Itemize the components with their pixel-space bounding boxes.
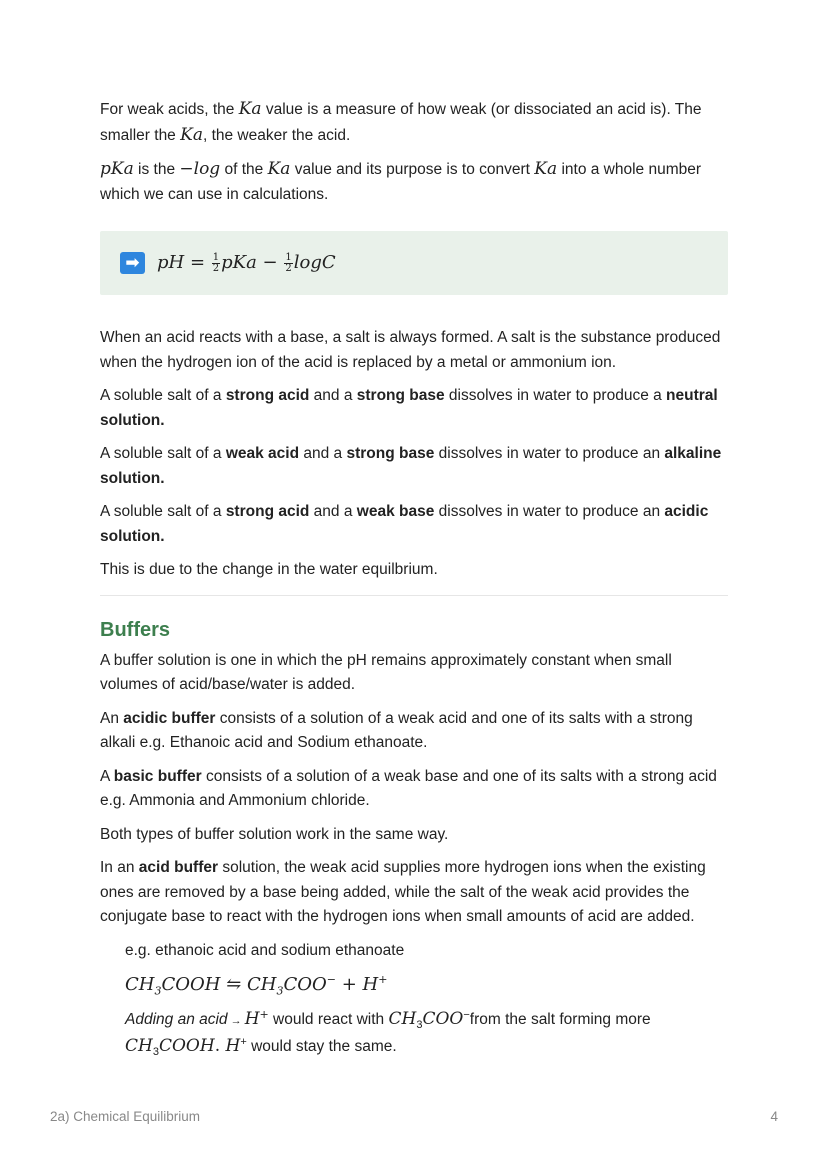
basic-buffer-paragraph: A basic buffer consists of a solution of a weak base and one of its salts with a strong acid e.g. Ammonia and Ammonium chloride.	[100, 767, 717, 809]
same-way-paragraph: Both types of buffer solution work in the same way.	[100, 825, 449, 843]
section-divider	[100, 595, 728, 596]
example-text: e.g. ethanoic acid and sodium ethanoate	[125, 941, 405, 959]
pka-paragraph: pKa is the −log of the Ka value and its purpose is to convert Ka into a whole number which we can use in calculations.	[100, 159, 702, 203]
alkaline-salt-paragraph: A soluble salt of a weak acid and a strong base dissolves in water to produce an alkaline solution.	[100, 445, 722, 487]
water-equilibrium-paragraph: This is due to the change in the water equilbrium.	[100, 561, 438, 578]
page-content	[100, 97, 728, 1068]
acid-buffer-paragraph: In an acid buffer solution, the weak acid supplies more hydrogen ions when the existing ones are removed by a base being added, while the salt of the weak acid provides the conjugate base to react with the hydrogen ions when small amounts of acid are added.	[100, 859, 706, 925]
buffer-definition: A buffer solution is one in which the pH remains approximately constant when small volumes of acid/base/water is added.	[100, 651, 672, 693]
acidic-salt-paragraph: A soluble salt of a strong acid and a weak base dissolves in water to produce an acidic solution.	[100, 503, 709, 545]
formula-callout	[100, 231, 728, 295]
ka-paragraph: For weak acids, the Ka value is a measure of how weak (or dissociated an acid is). The smaller the Ka, the weaker the acid.	[100, 99, 702, 145]
example-block	[100, 939, 728, 1060]
acidic-buffer-paragraph: An acidic buffer consists of a solution of a weak acid and one of its salts with a strong alkali e.g. Ethanoic acid and Sodium ethanoate.	[100, 709, 693, 751]
page-number: 4	[770, 1109, 778, 1124]
buffers-heading: Buffers	[100, 618, 171, 641]
footer-title: 2a) Chemical Equilibrium	[50, 1109, 201, 1124]
adding-acid-paragraph: Adding an acid → H+ would react with $CH_3COO^-from$ the salt forming more $CH_3COOH$. H+ would stay the same.	[125, 1007, 651, 1058]
arrow-right-icon: ➡	[120, 252, 145, 274]
equilibrium-equation: $CH_3COOH$ ⇋ $CH_3COO^- + H^+$	[125, 973, 388, 998]
salt-paragraph: When an acid reacts with a base, a salt is always formed. A salt is the substance produced when the hydrogen ion of the acid is replaced by a metal or ammonium ion.	[100, 329, 721, 371]
neutral-salt-paragraph: A soluble salt of a strong acid and a strong base dissolves in water to produce a neutral solution.	[100, 387, 718, 429]
ph-formula: pH = $\frac{1}{2}$ pKa − $\frac{1}{2}$ logC	[157, 251, 336, 274]
